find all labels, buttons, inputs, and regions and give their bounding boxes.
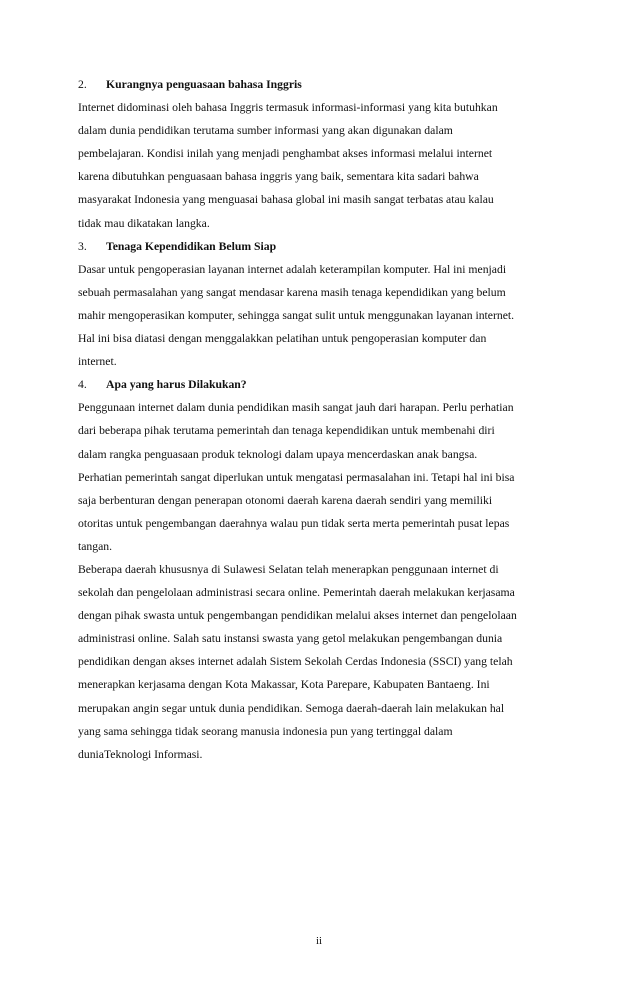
paragraph-line: sebuah permasalahan yang sangat mendasar karena masih tenaga kependidikan yang belum — [78, 285, 506, 299]
document-body — [78, 73, 568, 766]
section-number: 3. — [78, 239, 87, 253]
paragraph-line: sekolah dan pengelolaan administrasi secara online. Pemerintah daerah melakukan kerjasama — [78, 586, 515, 600]
paragraph-line: dalam dunia pendidikan terutama sumber informasi yang akan digunakan dalam — [78, 124, 453, 138]
paragraph-line: tangan. — [78, 539, 113, 553]
paragraph-line: mahir mengoperasikan komputer, sehingga sangat sulit untuk menggunakan layanan internet. — [78, 308, 515, 322]
paragraph-line: masyarakat Indonesia yang menguasai bahasa global ini masih sangat terbatas atau kalau — [78, 193, 494, 207]
section-heading — [78, 235, 568, 258]
paragraph-line: saja berbenturan dengan penerapan otonomi daerah karena daerah sendiri yang memiliki — [78, 493, 493, 507]
paragraph-line: administrasi online. Salah satu instansi swasta yang getol melakukan pengembangan dunia — [78, 632, 503, 646]
paragraph-line: dengan pihak swasta untuk pengembangan pendidikan melalui akses internet dan pengelolaan — [78, 609, 517, 623]
page-number: ii — [315, 935, 323, 947]
section-heading — [78, 373, 568, 396]
paragraph-line: Internet didominasi oleh bahasa Inggris termasuk informasi-informasi yang kita butuhkan — [78, 101, 498, 115]
section-title: Kurangnya penguasaan bahasa Inggris — [106, 78, 302, 91]
paragraph-line: Perhatian pemerintah sangat diperlukan untuk mengatasi permasalahan ini. Tetapi hal ini bisa — [78, 470, 515, 484]
section-number: 2. — [78, 78, 87, 91]
paragraph-line: yang sama sehingga tidak seorang manusia indonesia pun yang tertinggal dalam — [78, 724, 453, 738]
paragraph-line: otoritas untuk pengembangan daerahnya walau pun tidak serta merta pemerintah pusat lepas — [78, 516, 510, 530]
paragraph-line: pendidikan dengan akses internet adalah Sistem Sekolah Cerdas Indonesia (SSCI) yang telah — [78, 655, 513, 669]
paragraph-line: menerapkan kerjasama dengan Kota Makassar, Kota Parepare, Kabupaten Bantaeng. Ini — [78, 678, 490, 692]
paragraph-line: pembelajaran. Kondisi inilah yang menjadi penghambat akses informasi melalui internet — [78, 147, 493, 161]
paragraph-line: Beberapa daerah khususnya di Sulawesi Selatan telah menerapkan penggunaan internet di — [78, 562, 499, 576]
section-title: Tenaga Kependidikan Belum Siap — [106, 239, 277, 253]
paragraph-line: Dasar untuk pengoperasian layanan internet adalah keterampilan komputer. Hal ini menjadi — [78, 262, 507, 276]
paragraph-line: merupakan angin segar untuk dunia pendidikan. Semoga daerah-daerah lain melakukan hal — [78, 701, 505, 715]
section-title: Apa yang harus Dilakukan? — [106, 378, 247, 392]
section-number: 4. — [78, 378, 87, 392]
paragraph-line: dari beberapa pihak terutama pemerintah dan tenaga kependidikan untuk membenahi diri — [78, 424, 495, 438]
paragraph-line: internet. — [78, 355, 117, 369]
paragraph-line: duniaTeknologi Informasi. — [78, 747, 203, 761]
paragraph-line: karena dibutuhkan penguasaan bahasa inggris yang baik, sementara kita sadari bahwa — [78, 170, 479, 184]
paragraph-line: Hal ini bisa diatasi dengan menggalakkan pelatihan untuk pengoperasian komputer dan — [78, 332, 487, 346]
paragraph-line: Penggunaan internet dalam dunia pendidikan masih sangat jauh dari harapan. Perlu perhatian — [78, 401, 514, 415]
paragraph-line: tidak mau dikatakan langka. — [78, 216, 210, 230]
paragraph-line: dalam rangka penguasaan produk teknologi dalam upaya mencerdaskan anak bangsa. — [78, 447, 478, 461]
section-heading — [78, 73, 568, 96]
